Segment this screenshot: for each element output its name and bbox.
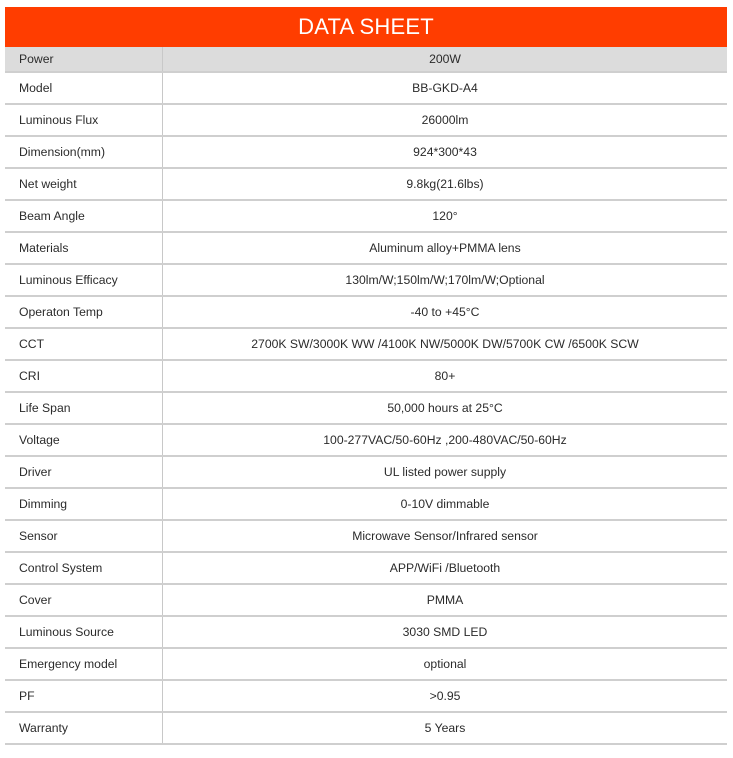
spec-value: >0.95 <box>163 680 728 712</box>
spec-value: 2700K SW/3000K WW /4100K NW/5000K DW/5700K CW /6500K SCW <box>163 328 728 360</box>
spec-label: Warranty <box>5 712 163 744</box>
spec-label: PF <box>5 680 163 712</box>
spec-value: PMMA <box>163 584 728 616</box>
spec-value: APP/WiFi /Bluetooth <box>163 552 728 584</box>
spec-label: Sensor <box>5 520 163 552</box>
spec-row-cover <box>5 584 727 616</box>
spec-row-operation-temp <box>5 296 727 328</box>
spec-row-net-weight <box>5 168 727 200</box>
spec-value: 5 Years <box>163 712 728 744</box>
spec-row-control-system <box>5 552 727 584</box>
spec-value: 26000lm <box>163 104 728 136</box>
spec-value: 80+ <box>163 360 728 392</box>
spec-value: 9.8kg(21.6lbs) <box>163 168 728 200</box>
spec-label: Voltage <box>5 424 163 456</box>
spec-row-luminous-source <box>5 616 727 648</box>
spec-label: Life Span <box>5 392 163 424</box>
spec-value: 50,000 hours at 25°C <box>163 392 728 424</box>
spec-row-cri <box>5 360 727 392</box>
spec-value: 130lm/W;150lm/W;170lm/W;Optional <box>163 264 728 296</box>
spec-label: Dimming <box>5 488 163 520</box>
spec-value: UL listed power supply <box>163 456 728 488</box>
spec-label: Model <box>5 72 163 104</box>
spec-row-life-span <box>5 392 727 424</box>
spec-row-power <box>5 47 727 72</box>
spec-label: Net weight <box>5 168 163 200</box>
spec-row-emergency-model <box>5 648 727 680</box>
spec-row-luminous-efficacy <box>5 264 727 296</box>
spec-row-dimension <box>5 136 727 168</box>
spec-value: -40 to +45°C <box>163 296 728 328</box>
data-sheet <box>5 7 727 745</box>
spec-label: Materials <box>5 232 163 264</box>
spec-label: Beam Angle <box>5 200 163 232</box>
spec-label: Cover <box>5 584 163 616</box>
spec-label: Luminous Flux <box>5 104 163 136</box>
spec-value: 3030 SMD LED <box>163 616 728 648</box>
spec-row-warranty <box>5 712 727 744</box>
spec-row-pf <box>5 680 727 712</box>
spec-row-sensor <box>5 520 727 552</box>
spec-value: 0-10V dimmable <box>163 488 728 520</box>
spec-label: Driver <box>5 456 163 488</box>
spec-label: Dimension(mm) <box>5 136 163 168</box>
spec-row-voltage <box>5 424 727 456</box>
spec-value: Microwave Sensor/Infrared sensor <box>163 520 728 552</box>
spec-label: Control System <box>5 552 163 584</box>
spec-value: optional <box>163 648 728 680</box>
spec-table <box>5 47 727 745</box>
spec-row-driver <box>5 456 727 488</box>
spec-value: 924*300*43 <box>163 136 728 168</box>
spec-label: Luminous Efficacy <box>5 264 163 296</box>
spec-row-cct <box>5 328 727 360</box>
spec-value: 100-277VAC/50-60Hz ,200-480VAC/50-60Hz <box>163 424 728 456</box>
spec-label: Operaton Temp <box>5 296 163 328</box>
spec-value: 120° <box>163 200 728 232</box>
spec-label: Luminous Source <box>5 616 163 648</box>
spec-value: 200W <box>163 47 728 72</box>
spec-row-materials <box>5 232 727 264</box>
spec-label: CCT <box>5 328 163 360</box>
spec-row-luminous-flux <box>5 104 727 136</box>
data-sheet-title: DATA SHEET <box>5 7 727 47</box>
spec-label: Emergency model <box>5 648 163 680</box>
spec-label: CRI <box>5 360 163 392</box>
spec-value: BB-GKD-A4 <box>163 72 728 104</box>
spec-row-dimming <box>5 488 727 520</box>
spec-label: Power <box>5 47 163 72</box>
spec-row-model <box>5 72 727 104</box>
spec-row-beam-angle <box>5 200 727 232</box>
spec-value: Aluminum alloy+PMMA lens <box>163 232 728 264</box>
